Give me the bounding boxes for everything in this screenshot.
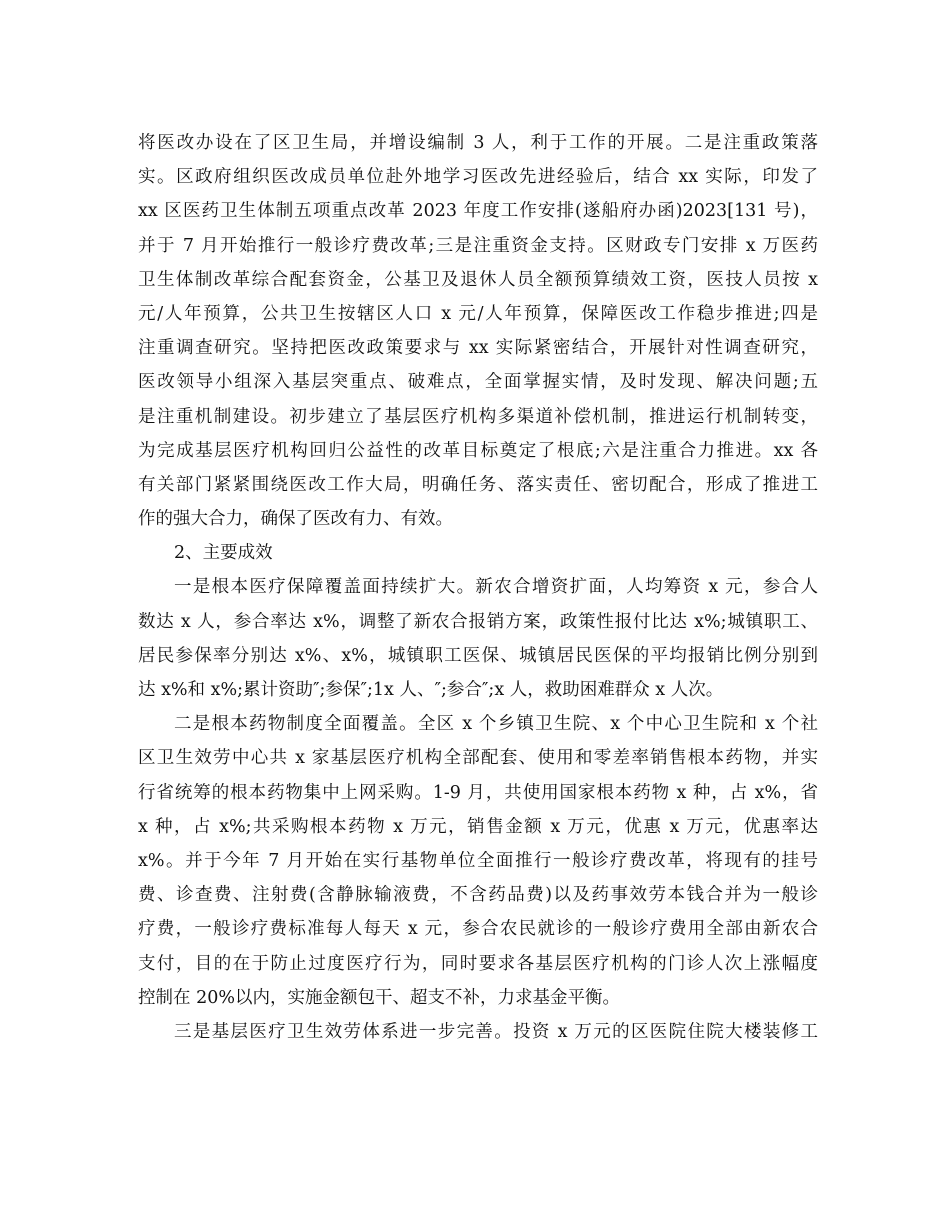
text-line: 二是根本药物制度全面覆盖。全区 x 个乡镇卫生院、x 个中心卫生院和 x 个社 — [174, 714, 818, 735]
body-text — [138, 126, 818, 1049]
text-line: 疗费，一般诊疗费标准每人每天 x 元，参合农民就诊的一般诊疗费用全部由新农合 — [138, 919, 818, 940]
text-line: 作的强大合力，确保了医改有力、有效。 — [138, 509, 453, 530]
text-line: 是注重机制建设。初步建立了基层医疗机构多渠道补偿机制，推进运行机制转变， — [138, 406, 818, 427]
text-line: 元/人年预算，公共卫生按辖区人口 x 元/人年预算，保障医改工作稳步推进;四是 — [138, 303, 818, 324]
text-line: 达 x%和 x%;累计资助″;参保″;1x 人、″;参合″;x 人，救助困难群众 x 人次。 — [138, 680, 724, 700]
text-line: 三是基层医疗卫生效劳体系进一步完善。投资 x 万元的区医院住院大楼装修工 — [174, 1021, 818, 1042]
text-line: 控制在 20%以内，实施金额包干、超支不补，力求基金平衡。 — [138, 987, 620, 1008]
text-line: x%。并于今年 7 月开始在实行基物单位全面推行一般诊疗费改革，将现有的挂号 — [138, 850, 818, 871]
text-line: 卫生体制改革综合配套资金，公基卫及退休人员全额预算绩效工资，医技人员按 x — [138, 269, 818, 290]
text-line: 注重调查研究。坚持把医改政策要求与 xx 实际紧密结合，开展针对性调查研究， — [138, 338, 818, 359]
text-line: 医改领导小组深入基层突重点、破难点，全面掌握实情，及时发现、解决问题;五 — [138, 372, 818, 393]
text-line: 为完成基层医疗机构回归公益性的改革目标奠定了根底;六是注重合力推进。xx 各 — [138, 440, 818, 461]
text-line: 居民参保率分别达 x%、x%，城镇职工医保、城镇居民医保的平均报销比例分别到 — [138, 645, 818, 666]
text-line: 支付，目的在于防止过度医疗行为，同时要求各基层医疗机构的门诊人次上涨幅度 — [138, 953, 818, 974]
text-line: 费、诊查费、注射费(含静脉输液费，不含药品费)以及药事效劳本钱合并为一般诊 — [138, 885, 818, 906]
text-line: 实。区政府组织医改成员单位赴外地学习医改先进经验后，结合 xx 实际，印发了 — [138, 167, 818, 188]
text-line: 2、主要成效 — [174, 543, 273, 564]
text-line: 区卫生效劳中心共 x 家基层医疗机构全部配套、使用和零差率销售根本药物，并实 — [138, 748, 818, 769]
text-line: 数达 x 人，参合率达 x%，调整了新农合报销方案，政策性报付比达 x%;城镇职工、 — [138, 611, 818, 632]
text-line: x 种，占 x%;共采购根本药物 x 万元，销售金额 x 万元，优惠 x 万元，优惠率达 — [138, 816, 818, 837]
text-line: 行省统筹的根本药物集中上网采购。1-9 月，共使用国家根本药物 x 种，占 x%，省 — [138, 782, 818, 803]
text-line: xx 区医药卫生体制五项重点改革 2023 年度工作安排(遂船府办函)2023[131 号)， — [138, 201, 818, 222]
text-line: 并于 7 月开始推行一般诊疗费改革;三是注重资金支持。区财政专门安排 x 万医药 — [138, 235, 818, 256]
text-line: 将医改办设在了区卫生局，并增设编制 3 人，利于工作的开展。二是注重政策落 — [138, 133, 818, 153]
text-line: 有关部门紧紧围绕医改工作大局，明确任务、落实责任、密切配合，形成了推进工 — [138, 474, 818, 495]
text-line: 一是根本医疗保障覆盖面持续扩大。新农合增资扩面，人均筹资 x 元，参合人 — [174, 577, 818, 598]
